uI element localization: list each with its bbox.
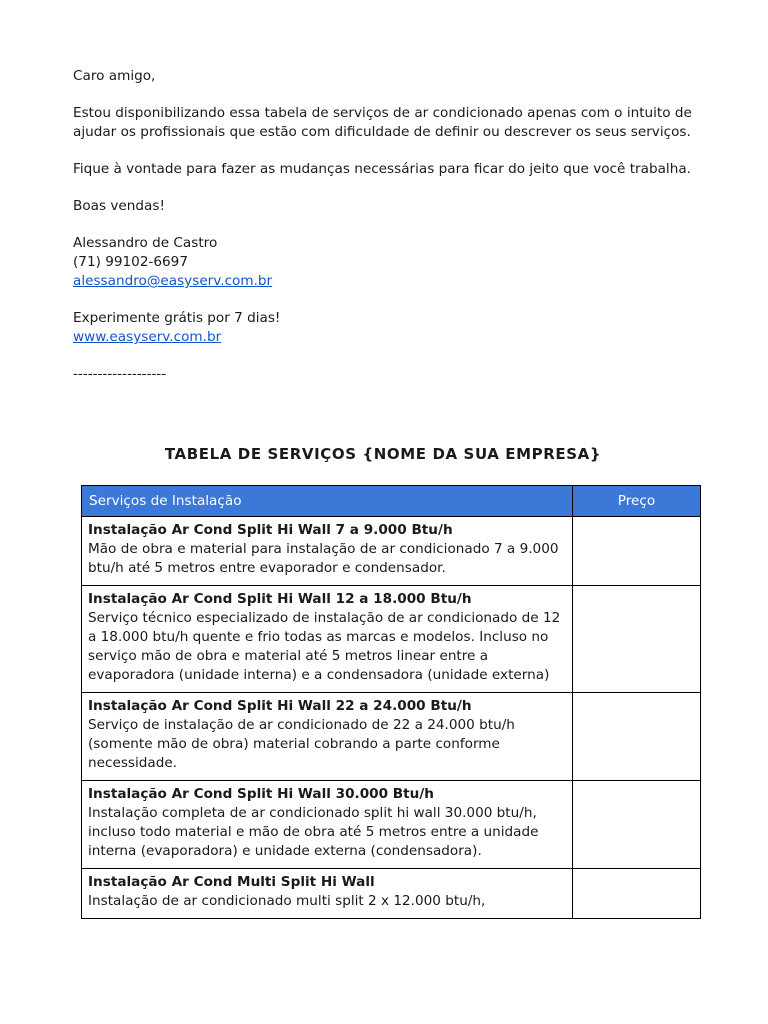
price-cell[interactable] <box>573 586 701 693</box>
table-row <box>82 517 701 586</box>
service-name: Instalação Ar Cond Split Hi Wall 12 a 18.000 Btu/h <box>88 591 472 607</box>
greeting: Caro amigo, <box>73 68 156 84</box>
service-description: Serviço técnico especializado de instalação de ar condicionado de 12 a 18.000 btu/h quente e frio todas as marcas e modelos. Incluso no serviço mão de obra e material até 5 metros linear entre a evaporadora (unidade interna) e a condensadora (unidade externa) <box>88 610 561 683</box>
table-row <box>82 781 701 869</box>
price-column-header: Preço <box>573 486 701 517</box>
table-row <box>82 693 701 781</box>
service-column-header: Serviços de Instalação <box>82 486 573 517</box>
intro-paragraph: Estou disponibilizando essa tabela de serviços de ar condicionado apenas com o intuito de ajudar os profissionais que estão com dificuldade de definir ou descrever os seus serviços. <box>73 105 692 140</box>
table-header-row <box>82 486 701 517</box>
services-table <box>81 485 701 919</box>
separator: ------------------- <box>73 366 167 382</box>
phone: (71) 99102-6697 <box>73 254 188 270</box>
closing: Boas vendas! <box>73 198 165 214</box>
service-cell <box>82 869 573 919</box>
price-cell[interactable] <box>573 781 701 869</box>
table-row <box>82 869 701 919</box>
table-title: TABELA DE SERVIÇOS {NOME DA SUA EMPRESA} <box>164 445 602 463</box>
service-name: Instalação Ar Cond Multi Split Hi Wall <box>88 874 375 890</box>
price-cell[interactable] <box>573 517 701 586</box>
price-cell[interactable] <box>573 869 701 919</box>
service-description: Instalação completa de ar condicionado split hi wall 30.000 btu/h, incluso todo material e mão de obra até 5 metros entre a unidade interna (evaporadora) e unidade externa (condensadora). <box>88 805 539 859</box>
trial-text: Experimente grátis por 7 dias! <box>73 310 281 326</box>
note-paragraph: Fique à vontade para fazer as mudanças necessárias para ficar do jeito que você trabalha. <box>73 161 691 177</box>
cover-letter <box>73 67 713 384</box>
service-cell <box>82 517 573 586</box>
service-description: Serviço de instalação de ar condicionado de 22 a 24.000 btu/h (somente mão de obra) material cobrando a parte conforme necessidade. <box>88 717 515 771</box>
service-cell <box>82 586 573 693</box>
service-cell <box>82 781 573 869</box>
email-link[interactable]: alessandro@easyserv.com.br <box>73 273 273 289</box>
table-row <box>82 586 701 693</box>
service-name: Instalação Ar Cond Split Hi Wall 22 a 24.000 Btu/h <box>88 698 472 714</box>
service-description: Instalação de ar condicionado multi split 2 x 12.000 btu/h, <box>88 893 486 909</box>
service-cell <box>82 693 573 781</box>
service-name: Instalação Ar Cond Split Hi Wall 30.000 Btu/h <box>88 786 434 802</box>
service-description: Mão de obra e material para instalação de ar condicionado 7 a 9.000 btu/h até 5 metros entre evaporador e condensador. <box>88 541 559 576</box>
website-link[interactable]: www.easyserv.com.br <box>73 329 222 345</box>
author-name: Alessandro de Castro <box>73 235 218 251</box>
service-name: Instalação Ar Cond Split Hi Wall 7 a 9.000 Btu/h <box>88 522 453 538</box>
price-cell[interactable] <box>573 693 701 781</box>
document-page <box>73 67 713 463</box>
